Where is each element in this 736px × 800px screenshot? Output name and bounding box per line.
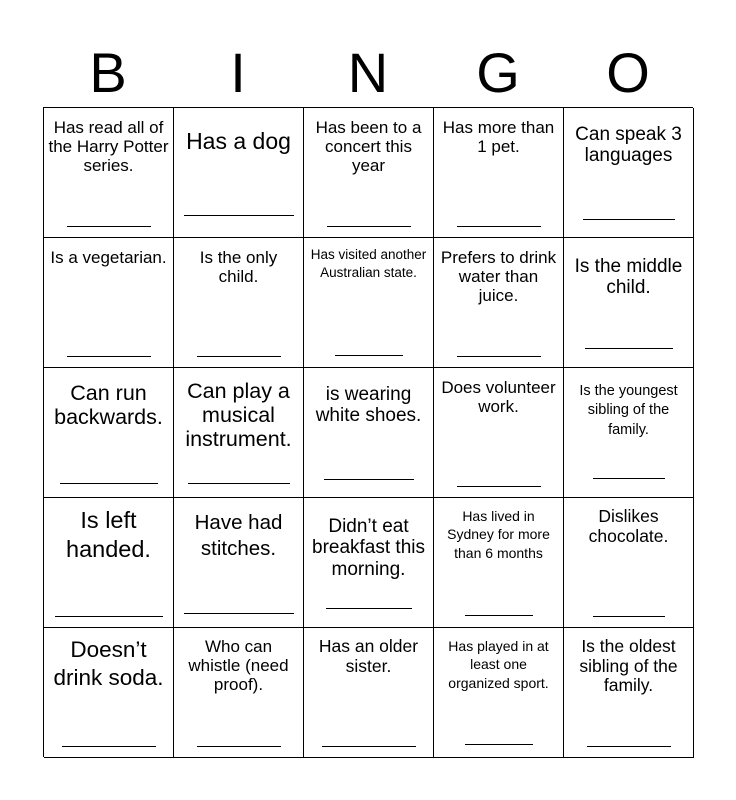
signature-line[interactable] <box>326 608 412 609</box>
cell-label: Can play a musical instrument. <box>185 379 292 452</box>
header-letter-n: N <box>347 41 389 104</box>
signature-line[interactable] <box>197 746 281 747</box>
signature-line[interactable] <box>55 616 163 617</box>
signature-line[interactable] <box>465 615 533 616</box>
cell-label: Dislikes chocolate. <box>588 506 669 546</box>
signature-line[interactable] <box>457 486 541 487</box>
bingo-cell-n2[interactable] <box>304 238 434 368</box>
signature-line[interactable] <box>585 348 673 349</box>
bingo-cell-b5[interactable] <box>44 628 174 758</box>
bingo-cell-b3[interactable] <box>44 368 174 498</box>
cell-label: Has visited another Australian state. <box>310 247 427 281</box>
bingo-cell-g1[interactable] <box>434 108 564 238</box>
bingo-cell-n5[interactable] <box>304 628 434 758</box>
bingo-cell-n4[interactable] <box>304 498 434 628</box>
cell-label: Has been to a concert this year <box>315 118 422 176</box>
cell-label: Is left handed. <box>66 507 151 562</box>
signature-line[interactable] <box>67 226 151 227</box>
bingo-cell-g3[interactable] <box>434 368 564 498</box>
bingo-cell-o3[interactable] <box>564 368 694 498</box>
bingo-cell-g2[interactable] <box>434 238 564 368</box>
bingo-header <box>43 40 693 106</box>
signature-line[interactable] <box>184 613 294 614</box>
signature-line[interactable] <box>62 746 156 747</box>
header-letter-b: B <box>89 41 127 104</box>
signature-line[interactable] <box>67 356 151 357</box>
cell-label: Have had stitches. <box>194 511 283 560</box>
cell-label: Has a dog <box>186 128 291 154</box>
header-letter-i: I <box>230 41 246 104</box>
signature-line[interactable] <box>60 483 158 484</box>
bingo-cell-n3[interactable] <box>304 368 434 498</box>
bingo-cell-b2[interactable] <box>44 238 174 368</box>
signature-line[interactable] <box>593 616 665 617</box>
cell-label: Can run backwards. <box>54 381 163 430</box>
cell-label: Is the youngest sibling of the family. <box>579 383 678 438</box>
bingo-cell-o1[interactable] <box>564 108 694 238</box>
cell-label: Has played in at least one organized sport. <box>448 638 549 691</box>
cell-label: Has an older sister. <box>318 636 419 676</box>
signature-line[interactable] <box>197 356 281 357</box>
bingo-cell-o4[interactable] <box>564 498 694 628</box>
signature-line[interactable] <box>465 744 533 745</box>
signature-line[interactable] <box>184 215 294 216</box>
cell-label: Didn’t eat breakfast this morning. <box>312 516 425 580</box>
bingo-cell-n1[interactable] <box>304 108 434 238</box>
cell-label: Doesn’t drink soda. <box>53 637 164 691</box>
bingo-cell-b4[interactable] <box>44 498 174 628</box>
signature-line[interactable] <box>322 746 416 747</box>
signature-line[interactable] <box>324 479 414 480</box>
signature-line[interactable] <box>335 355 403 356</box>
cell-label: Has read all of the Harry Potter series. <box>48 118 169 176</box>
bingo-cell-b1[interactable] <box>44 108 174 238</box>
cell-label: Prefers to drink water than juice. <box>440 248 557 306</box>
bingo-cell-o5[interactable] <box>564 628 694 758</box>
bingo-cell-i5[interactable] <box>174 628 304 758</box>
bingo-cell-i3[interactable] <box>174 368 304 498</box>
bingo-cell-g4[interactable] <box>434 498 564 628</box>
bingo-cell-o2[interactable] <box>564 238 694 368</box>
cell-label: Has more than 1 pet. <box>442 118 555 157</box>
bingo-cell-g5[interactable] <box>434 628 564 758</box>
cell-label: Has lived in Sydney for more than 6 months <box>447 508 550 561</box>
signature-line[interactable] <box>593 478 665 479</box>
bingo-grid <box>43 107 693 757</box>
signature-line[interactable] <box>327 226 411 227</box>
cell-label: Is the oldest sibling of the family. <box>579 636 678 696</box>
cell-label: Who can whistle (need proof). <box>188 637 289 695</box>
bingo-cell-i4[interactable] <box>174 498 304 628</box>
bingo-cell-i2[interactable] <box>174 238 304 368</box>
cell-label: is wearing white shoes. <box>315 384 422 427</box>
header-letter-o: O <box>606 41 650 104</box>
signature-line[interactable] <box>457 356 541 357</box>
signature-line[interactable] <box>587 746 671 747</box>
signature-line[interactable] <box>583 219 675 220</box>
cell-label: Is a vegetarian. <box>50 248 167 267</box>
cell-label: Can speak 3 languages <box>575 124 682 167</box>
signature-line[interactable] <box>457 226 541 227</box>
header-letter-g: G <box>476 41 520 104</box>
signature-line[interactable] <box>188 483 290 484</box>
cell-label: Is the middle child. <box>574 256 683 299</box>
cell-label: Does volunteer work. <box>441 378 556 417</box>
cell-label: Is the only child. <box>199 248 278 287</box>
bingo-cell-i1[interactable] <box>174 108 304 238</box>
